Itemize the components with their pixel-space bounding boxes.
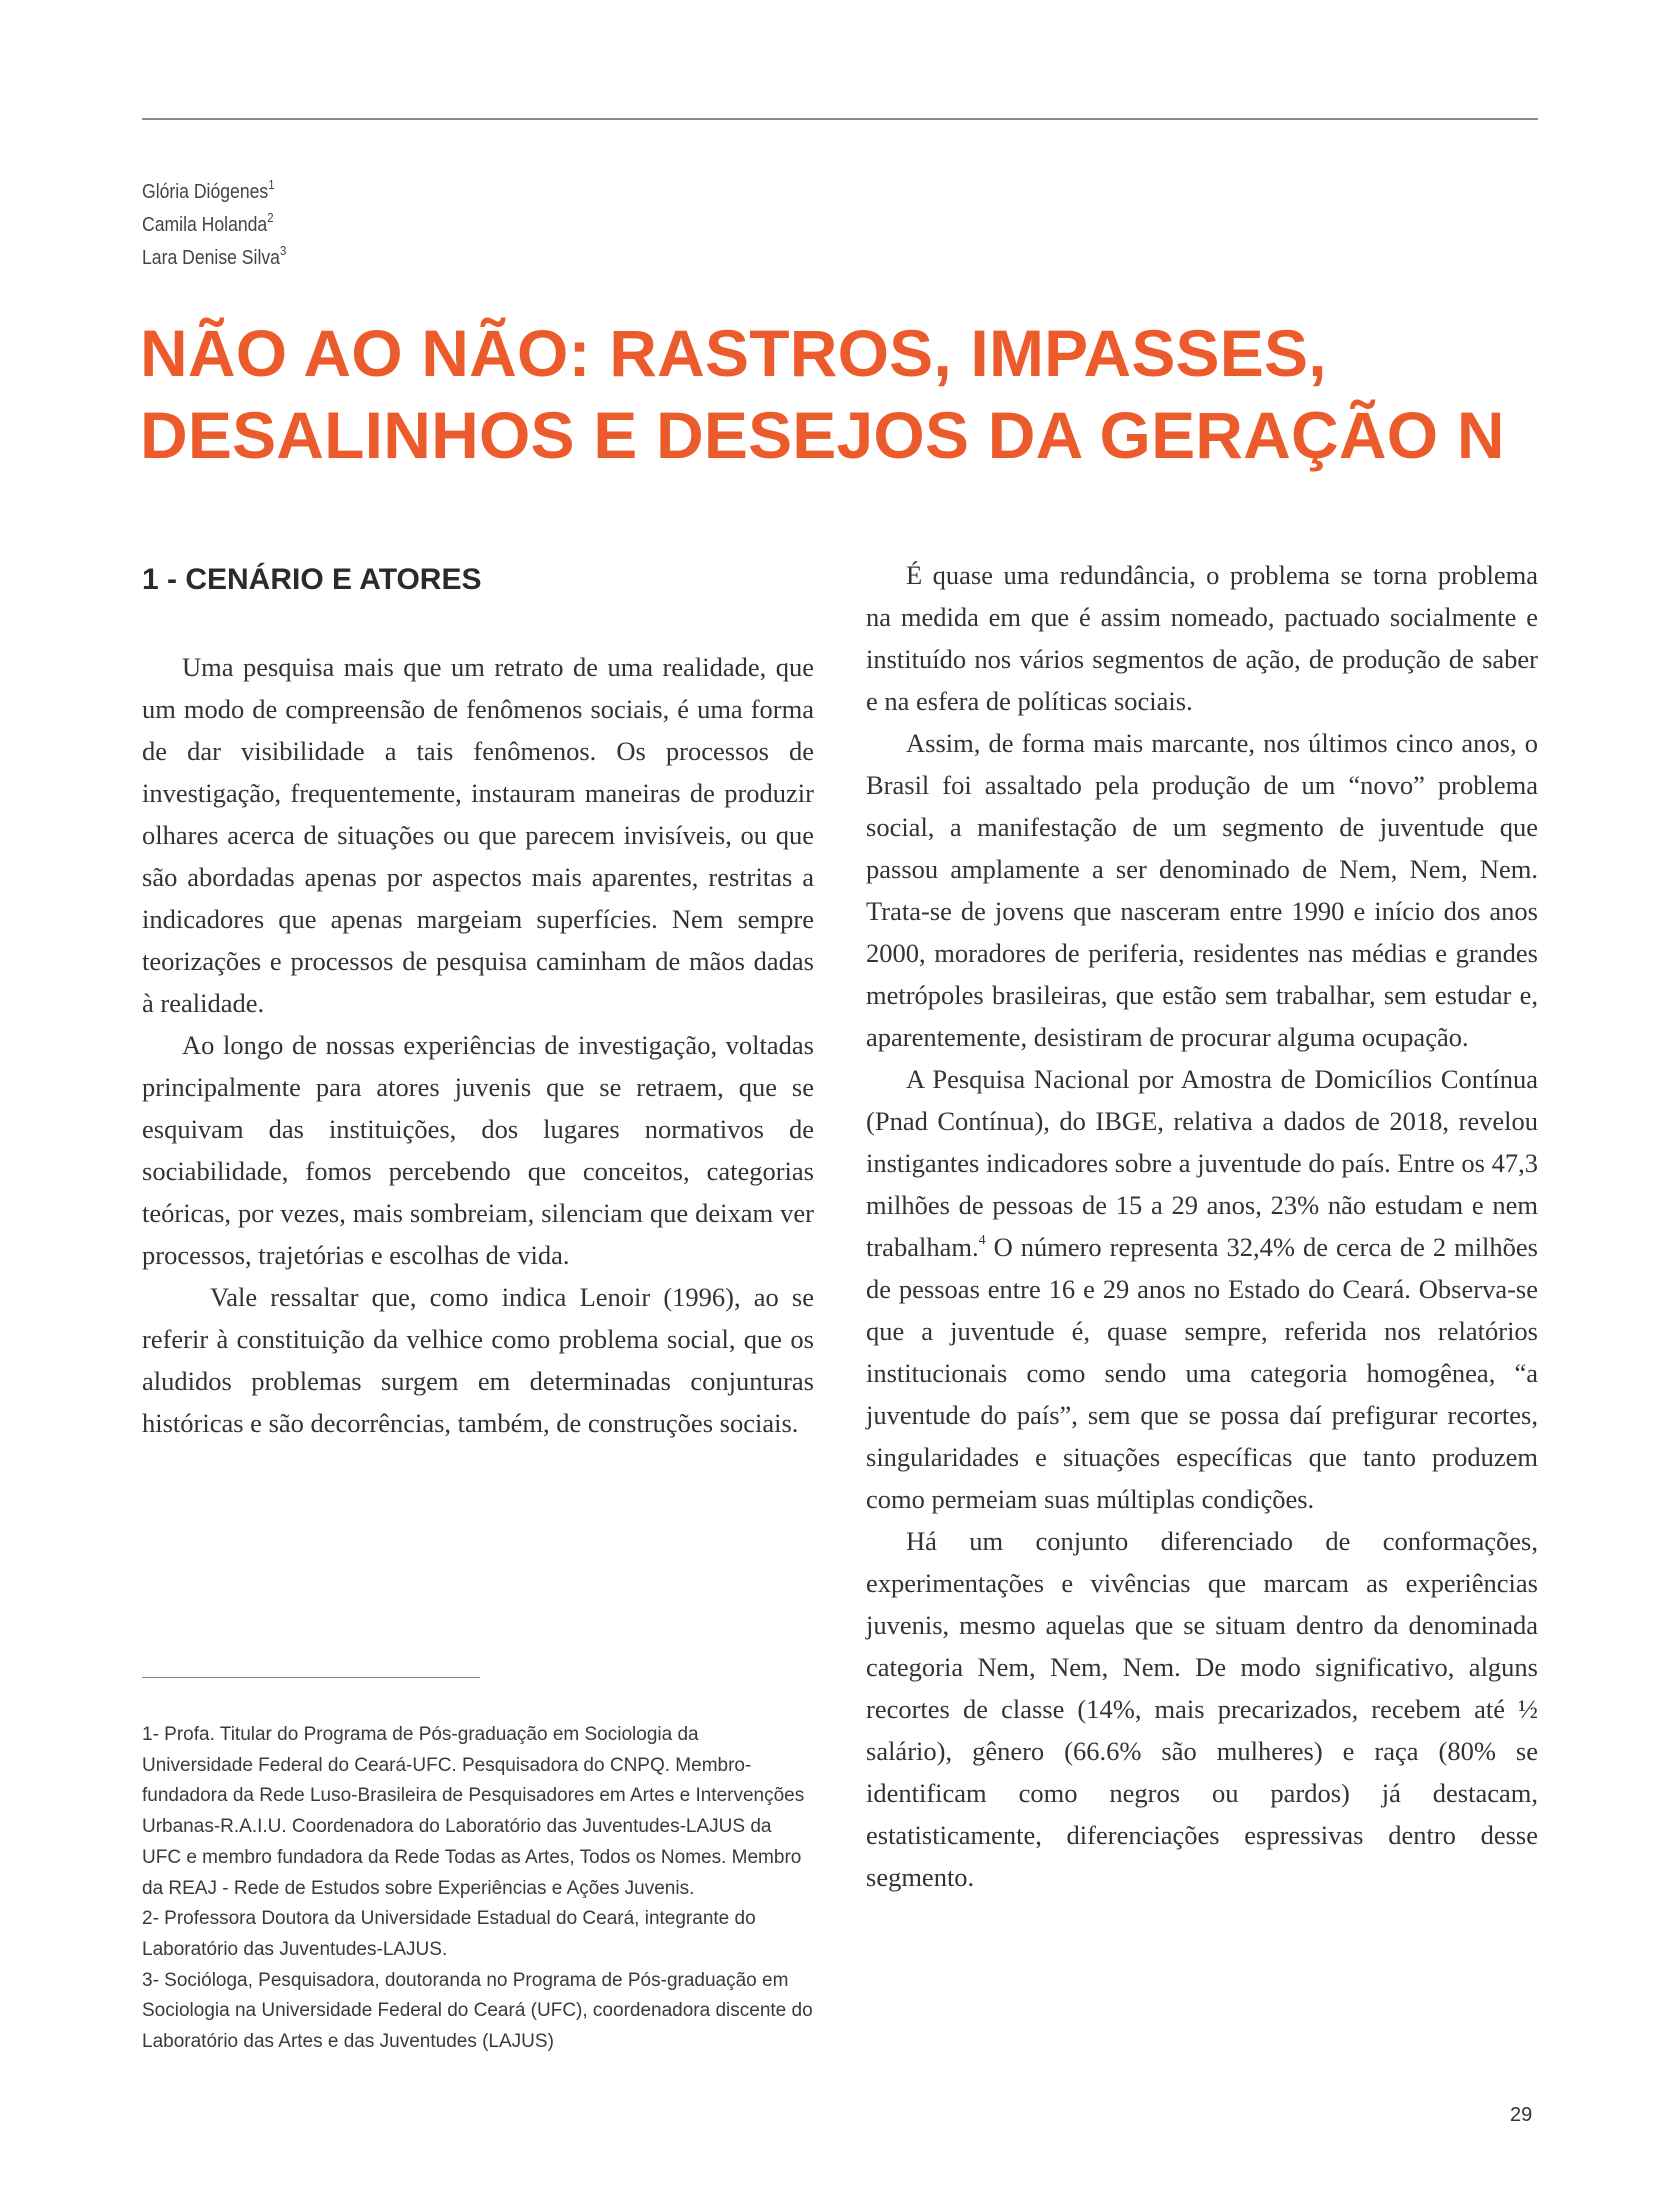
author-1-footnote-mark[interactable]: 1 <box>268 177 275 192</box>
footnote-2: 2- Professora Doutora da Universidade Estadual do Ceará, integrante do Laboratório das Juventudes-LAJUS. <box>142 1908 756 1960</box>
author-2: Camila Holanda$^2$ <box>142 210 274 236</box>
section-heading: 1 - CENÁRIO E ATORES <box>142 563 482 596</box>
left-column <box>142 646 814 1444</box>
page-number: 29 <box>1510 2104 1533 2126</box>
left-paragraph-1: Uma pesquisa mais que um retrato de uma realidade, que um modo de compreensão de fenômenos sociais, é uma forma de dar visibilidade a tais fenômenos. Os processos de investigação, frequentemente, instauram maneiras de produzir olhares acerca de situações ou que parecem invisíveis, ou que são abordadas apenas por aspectos mais aparentes, restritas a indicadores que apenas margeiam superfícies. Nem sempre teorizações e processos de pesquisa caminham de mãos dadas à realidade. <box>142 652 814 1018</box>
right-column <box>866 554 1538 1898</box>
author-3-footnote-mark[interactable]: 3 <box>279 243 287 258</box>
left-paragraph-2: Ao longo de nossas experiências de investigação, voltadas principalmente para atores juvenis que se retraem, que se esquivam das instituições, dos lugares normativos de sociabilidade, fomos percebendo que conceitos, categorias teóricas, por vezes, mais sombreiam, silenciam que deixam ver processos, trajetórias e escolhas de vida. <box>142 1030 814 1270</box>
footnote-divider <box>142 1677 480 1678</box>
footnote-4-mark[interactable]: 4 <box>978 1233 986 1248</box>
author-2-footnote-mark[interactable]: 2 <box>267 210 274 225</box>
left-paragraph-3: Vale ressaltar que, como indica Lenoir (1996), ao se referir à constituição da velhice como problema social, que os aludidos problemas surgem em determinadas conjunturas históricas e são decorrências, também, de construções sociais. <box>142 1282 814 1438</box>
author-1: Glória Diógenes$^1$ <box>142 177 275 203</box>
article-title <box>140 312 1560 476</box>
right-paragraph-2: Assim, de forma mais marcante, nos últimos cinco anos, o Brasil foi assaltado pela produção de um “novo” problema social, a manifestação de um segmento de juventude que passou amplamente a ser denominado de Nem, Nem, Nem. Trata-se de jovens que nasceram entre 1990 e início dos anos 2000, moradores de periferia, residentes nas médias e grandes metrópoles brasileiras, que estão sem trabalhar, sem estudar e, aparentemente, desistiram de procurar alguma ocupação. <box>866 728 1538 1052</box>
author-list <box>142 176 306 275</box>
footnotes <box>142 1720 814 2058</box>
article-title-line-2: DESALINHOS E DESEJOS DA GERAÇÃO N <box>140 398 1505 472</box>
top-rule <box>142 118 1538 120</box>
right-paragraph-1: É quase uma redundância, o problema se torna problema na medida em que é assim nomeado, pactuado socialmente e instituído nos vários segmentos de ação, de produção de saber e na esfera de políticas sociais. <box>866 560 1538 716</box>
footnote-3: 3- Socióloga, Pesquisadora, doutoranda no Programa de Pós-graduação em Sociologia na Universidade Federal do Ceará (UFC), coordenadora discente do Laboratório das Artes e das Juventudes (LAJUS) <box>142 1969 813 2053</box>
right-paragraph-4: Há um conjunto diferenciado de conformações, experimentações e vivências que marcam as experiências juvenis, mesmo aquelas que se situam dentro da denominada categoria Nem, Nem, Nem. De modo significativo, alguns recortes de classe (14%, mais precarizados, recebem até ½ salário), gênero (66.6% são mulheres) e raça (80% se identificam como negros ou pardos) já destacam, estatisticamente, diferenciações espressivas dentro desse segmento. <box>866 1526 1538 1892</box>
right-paragraph-3: A Pesquisa Nacional por Amostra de Domicílios Contínua (Pnad Contínua), do IBGE, relativa a dados de 2018, revelou instigantes indicadores sobre a juventude do país. Entre os 47,3 milhões de pessoas de 15 a 29 anos, 23% não estudam e nem trabalham.$^4$ O número representa 32,4% de cerca de 2 milhões de pessoas entre 16 e 29 anos no Estado do Ceará. Observa-se que a juventude é, quase sempre, referida nos relatórios institucionais como sendo uma categoria homogênea, “a juventude do país”, sem que se possa daí prefigurar recortes, singularidades e situações específicas que tanto produzem como permeiam suas múltiplas condições. <box>866 1064 1538 1514</box>
article-title-line-1: NÃO AO NÃO: RASTROS, IMPASSES, <box>140 316 1327 390</box>
footnote-1: 1- Profa. Titular do Programa de Pós-graduação em Sociologia da Universidade Federal do Ceará-UFC. Pesquisadora do CNPQ. Membro-fundadora da Rede Luso-Brasileira de Pesquisadores em Artes e Intervenções Urbanas-R.A.I.U. Coordenadora do Laboratório das Juventudes-LAJUS da UFC e membro fundadora da Rede Todas as Artes, Todos os Nomes. Membro da REAJ - Rede de Estudos sobre Experiências e Ações Juvenis. <box>142 1724 805 1899</box>
author-3: Lara Denise Silva$^3$ <box>142 243 287 269</box>
